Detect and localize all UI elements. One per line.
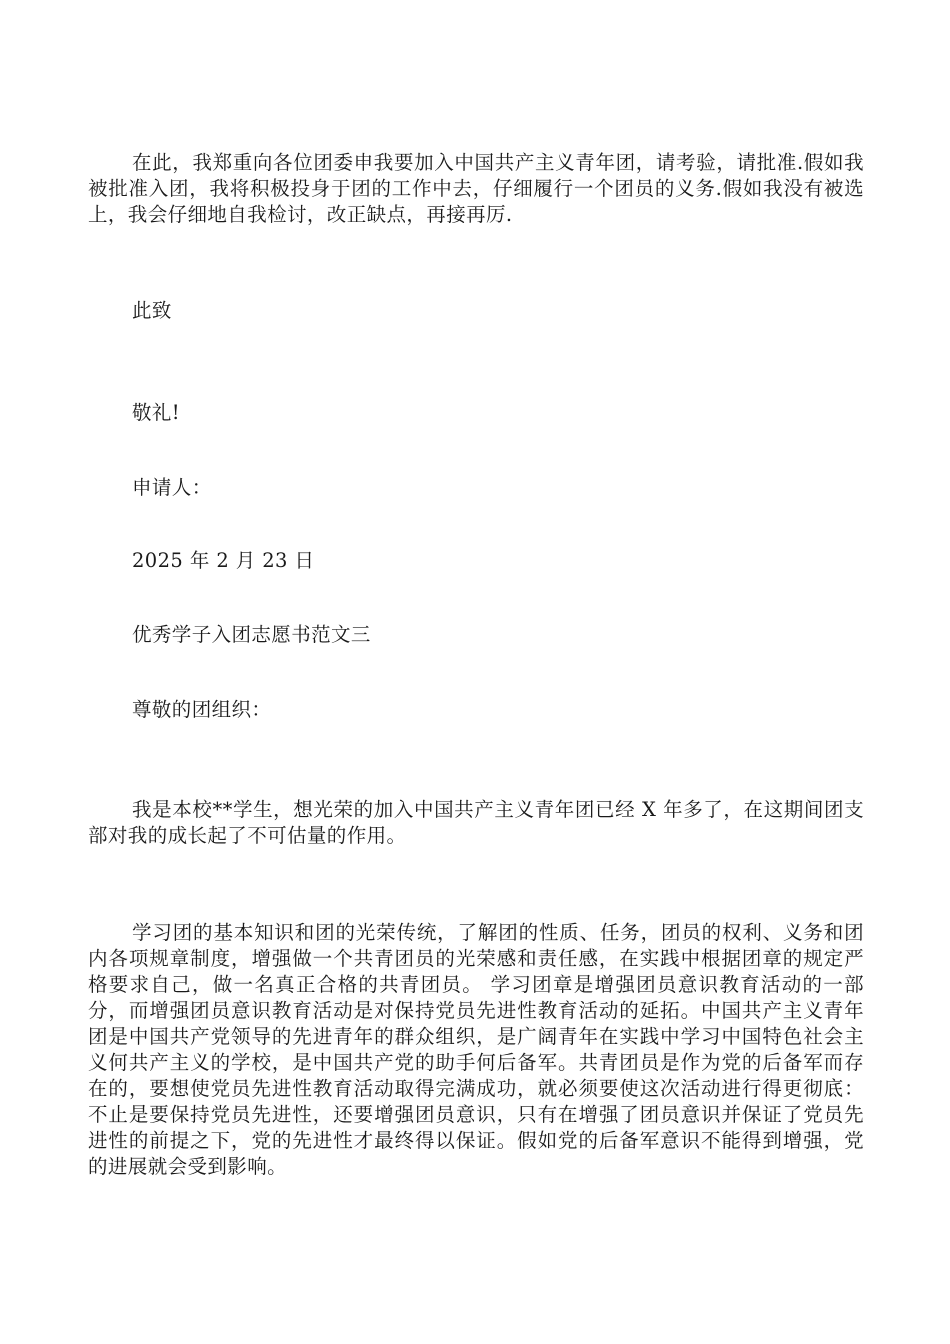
section-title: 优秀学子入团志愿书范文三 [132,623,371,646]
paragraph-introduction: 我是本校**学生，想光荣的加入中国共产主义青年团已经 X 年多了，在这期间团支部对我的成长起了不可估量的作用。 [88,798,864,847]
paragraph-application: 在此，我郑重向各位团委申我要加入中国共产主义青年团，请考验，请批准.假如我被批准入团，我将积极投身于团的工作中去，仔细履行一个团员的义务.假如我没有被选上，我会仔细地自我检讨，改正缺点，再接再厉. [88,151,864,226]
closing-cizhi: 此致 [132,299,172,322]
applicant-label: 申请人： [132,476,212,499]
closing-jingli: 敬礼! [132,401,181,424]
salutation: 尊敬的团组织： [132,698,272,721]
date-line: 2025 年 2 月 23 日 [132,549,315,572]
paragraph-study: 学习团的基本知识和团的光荣传统，了解团的性质、任务，团员的权利、义务和团内各项规章制度，增强做一个共青团员的光荣感和责任感，在实践中根据团章的规定严格要求自己，做一名真正合格的共青团员。 学习团章是增强团员意识教育活动的一部分，而增强团员意识教育活动是对保持党员先进性教育活动的延拓。中国共产主义青年团是中国共产党领导的先进青年的群众组织，是广阔青年在实践中学习中国特色社会主义何共产主义的学校，是中国共产党的助手何后备军。共青团员是作为党的后备军而存在的，要想使党员先进性教育活动取得完满成功，就必须要使这次活动进行得更彻底：不止是要保持党员先进性，还要增强团员意识，只有在增强了团员意识并保证了党员先进性的前提之下，党的先进性才最终得以保证。假如党的后备军意识不能得到增强，党的进展就会受到影响。 [88,921,864,1178]
